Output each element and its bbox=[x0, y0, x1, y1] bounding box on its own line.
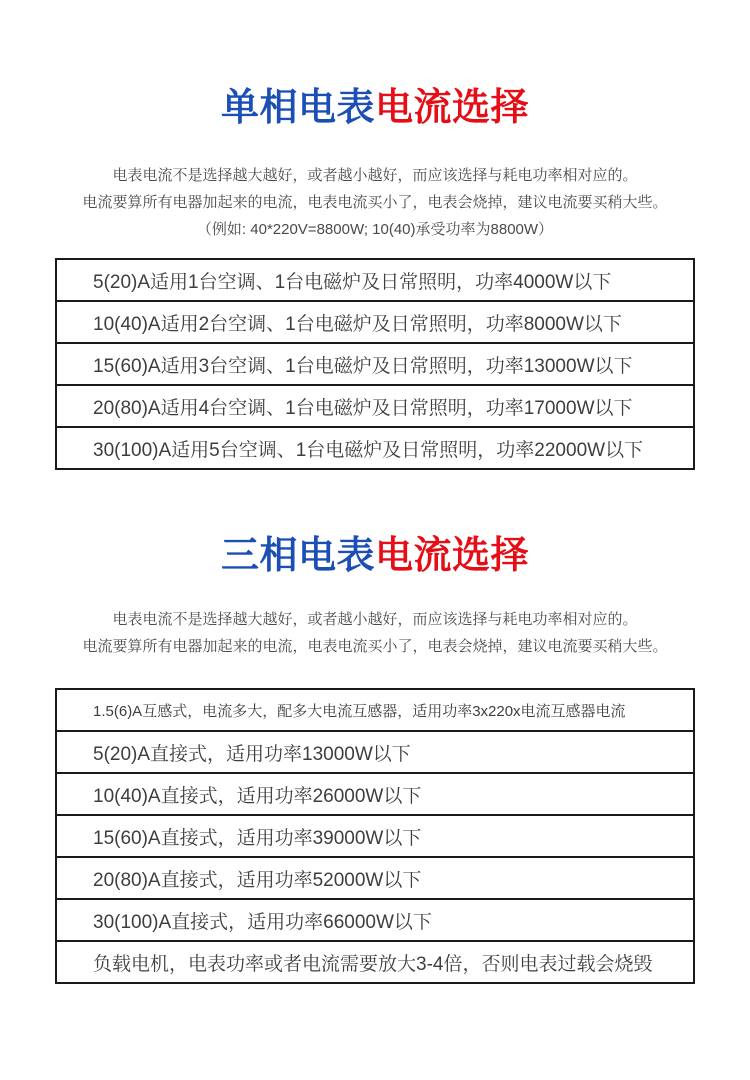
table-row: 负载电机，电表功率或者电流需要放大3-4倍，否则电表过载会烧毁 bbox=[93, 953, 653, 975]
table-row: 10(40)A适用2台空调、1台电磁炉及日常照明，功率8000W以下 bbox=[57, 302, 693, 344]
three-phase-title-blue: 三相电表 bbox=[220, 535, 375, 578]
description-line: 电表电流不是选择越大越好，或者越小越好，而应该选择与耗电功率相对应的。 bbox=[112, 167, 638, 185]
three-phase-table bbox=[55, 688, 695, 984]
table-row: 15(60)A直接式，适用功率39000W以下 bbox=[57, 816, 693, 858]
three-phase-title-red: 电流选择 bbox=[375, 535, 530, 578]
table-row: 30(100)A直接式，适用功率66000W以下 bbox=[57, 900, 693, 942]
table-row: 30(100)A适用5台空调、1台电磁炉及日常照明，功率22000W以下 bbox=[93, 439, 644, 461]
description-line: 电流要算所有电器加起来的电流，电表电流买小了，电表会烧掉，建议电流要买稍大些。 bbox=[82, 194, 668, 212]
single-phase-title-red: 电流选择 bbox=[375, 87, 530, 129]
three-phase-description bbox=[0, 606, 750, 660]
single-phase-title bbox=[0, 0, 750, 130]
section-single-phase bbox=[0, 0, 750, 470]
table-row: 20(80)A直接式，适用功率52000W以下 bbox=[57, 858, 693, 900]
table-row: 15(60)A适用3台空调、1台电磁炉及日常照明，功率13000W以下 bbox=[57, 344, 693, 386]
single-phase-table bbox=[55, 258, 695, 470]
three-phase-title bbox=[0, 534, 750, 578]
table-row: 10(40)A直接式，适用功率26000W以下 bbox=[57, 774, 693, 816]
section-three-phase bbox=[0, 534, 750, 984]
description-line: 电表电流不是选择越大越好，或者越小越好，而应该选择与耗电功率相对应的。 bbox=[112, 611, 638, 629]
description-line: 电流要算所有电器加起来的电流，电表电流买小了，电表会烧掉，建议电流要买稍大些。 bbox=[82, 638, 668, 656]
description-line: （例如: 40*220V=8800W; 10(40)承受功率为8800W） bbox=[196, 221, 554, 239]
table-row: 5(20)A适用1台空调、1台电磁炉及日常照明，功率4000W以下 bbox=[57, 260, 693, 302]
table-row: 20(80)A适用4台空调、1台电磁炉及日常照明，功率17000W以下 bbox=[57, 386, 693, 428]
single-phase-title-blue: 单相电表 bbox=[220, 87, 375, 129]
single-phase-description bbox=[0, 162, 750, 243]
table-row: 1.5(6)A互感式，电流多大，配多大电流互感器，适用功率3x220x电流互感器电流 bbox=[57, 690, 693, 732]
table-row: 5(20)A直接式，适用功率13000W以下 bbox=[57, 732, 693, 774]
